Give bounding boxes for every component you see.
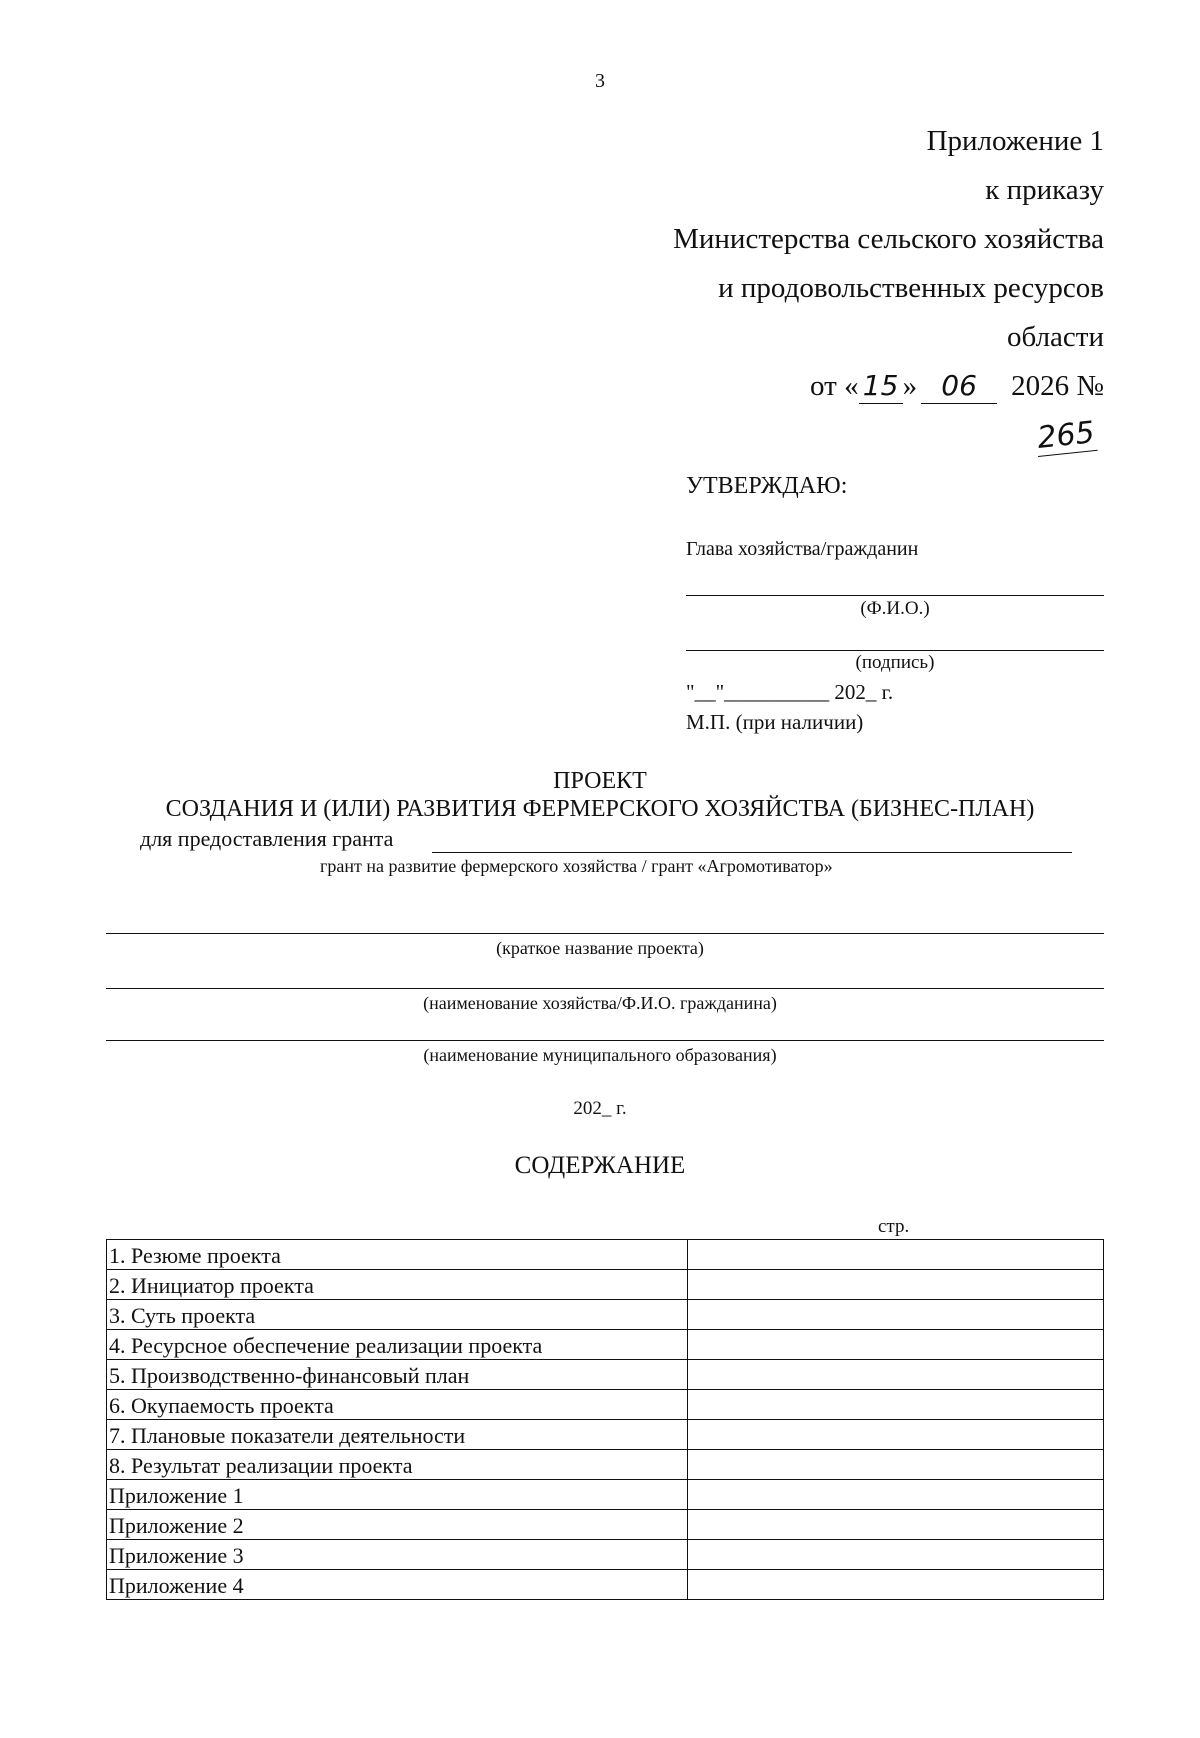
grant-caption: грант на развитие фермерского хозяйства / грант «Агромотиватор» xyxy=(320,856,833,876)
date-mid: » xyxy=(902,370,918,402)
contents-row-label: Приложение 3 xyxy=(107,1540,688,1570)
contents-row xyxy=(107,1360,1104,1390)
contents-row-page xyxy=(688,1390,1104,1420)
fio-line xyxy=(686,595,1104,596)
contents-table xyxy=(106,1239,1104,1600)
contents-row-page xyxy=(688,1270,1104,1300)
date-year: 2026 № xyxy=(1011,370,1104,402)
contents-row-label: 6. Окупаемость проекта xyxy=(107,1390,688,1420)
date-prefix: от « xyxy=(810,370,859,402)
contents-row-label: 5. Производственно-финансовый план xyxy=(107,1360,688,1390)
contents-row xyxy=(107,1330,1104,1360)
signature-caption: (подпись) xyxy=(855,652,935,673)
date-month: 06 xyxy=(921,369,997,404)
order-date xyxy=(673,362,1104,411)
appendix-line: к приказу xyxy=(985,174,1104,206)
approval-title: УТВЕРЖДАЮ: xyxy=(686,473,848,499)
grant-line xyxy=(432,852,1072,853)
municipality-caption: (наименование муниципального образования) xyxy=(423,1045,777,1065)
contents-row-page xyxy=(688,1240,1104,1270)
signature-line xyxy=(686,650,1104,651)
approval-head-label: Глава хозяйства/гражданин xyxy=(686,538,919,560)
contents-row xyxy=(107,1300,1104,1330)
contents-row xyxy=(107,1420,1104,1450)
contents-row-page xyxy=(688,1360,1104,1390)
farm-name-caption: (наименование хозяйства/Ф.И.О. гражданина) xyxy=(423,993,777,1013)
project-title: ПРОЕКТ xyxy=(553,768,647,794)
project-name-caption: (краткое название проекта) xyxy=(496,938,704,958)
contents-row-page xyxy=(688,1480,1104,1510)
contents-page-header: стр. xyxy=(878,1216,910,1237)
grant-label: для предоставления гранта xyxy=(140,826,394,851)
appendix-line: области xyxy=(1007,321,1104,353)
farm-name-line xyxy=(106,988,1104,989)
date-day: 15 xyxy=(859,369,903,404)
contents-row-label: 7. Плановые показатели деятельности xyxy=(107,1420,688,1450)
contents-row-page xyxy=(688,1570,1104,1600)
contents-row-page xyxy=(688,1300,1104,1330)
contents-row-page xyxy=(688,1420,1104,1450)
project-subtitle: СОЗДАНИЯ И (ИЛИ) РАЗВИТИЯ ФЕРМЕРСКОГО ХОЗЯЙСТВА (БИЗНЕС-ПЛАН) xyxy=(165,796,1035,822)
page-number: 3 xyxy=(595,70,605,92)
project-year: 202_ г. xyxy=(573,1098,627,1119)
contents-row xyxy=(107,1390,1104,1420)
contents-row xyxy=(107,1510,1104,1540)
contents-row-page xyxy=(688,1330,1104,1360)
municipality-line xyxy=(106,1040,1104,1041)
contents-row-label: 3. Суть проекта xyxy=(107,1300,688,1330)
contents-row-label: 8. Результат реализации проекта xyxy=(107,1450,688,1480)
contents-title: СОДЕРЖАНИЕ xyxy=(514,1152,686,1179)
contents-row-page xyxy=(688,1540,1104,1570)
stamp-note: М.П. (при наличии) xyxy=(686,710,864,734)
appendix-line: Министерства сельского хозяйства xyxy=(673,223,1104,255)
contents-row xyxy=(107,1450,1104,1480)
contents-row-label: 4. Ресурсное обеспечение реализации проекта xyxy=(107,1330,688,1360)
contents-row-page xyxy=(688,1510,1104,1540)
order-number: 265 xyxy=(1035,415,1097,456)
contents-row-label: 1. Резюме проекта xyxy=(107,1240,688,1270)
contents-row-label: Приложение 2 xyxy=(107,1510,688,1540)
project-name-line xyxy=(106,933,1104,934)
contents-row xyxy=(107,1540,1104,1570)
approval-date: "__"__________ 202_ г. xyxy=(686,680,894,704)
appendix-header xyxy=(673,117,1104,411)
contents-row-page xyxy=(688,1450,1104,1480)
contents-row xyxy=(107,1480,1104,1510)
contents-row-label: Приложение 1 xyxy=(107,1480,688,1510)
contents-row-label: 2. Инициатор проекта xyxy=(107,1270,688,1300)
contents-row xyxy=(107,1270,1104,1300)
contents-row xyxy=(107,1570,1104,1600)
appendix-line: Приложение 1 xyxy=(926,125,1104,157)
fio-caption: (Ф.И.О.) xyxy=(860,598,930,619)
contents-row-label: Приложение 4 xyxy=(107,1570,688,1600)
contents-row xyxy=(107,1240,1104,1270)
appendix-line: и продовольственных ресурсов xyxy=(718,272,1104,304)
